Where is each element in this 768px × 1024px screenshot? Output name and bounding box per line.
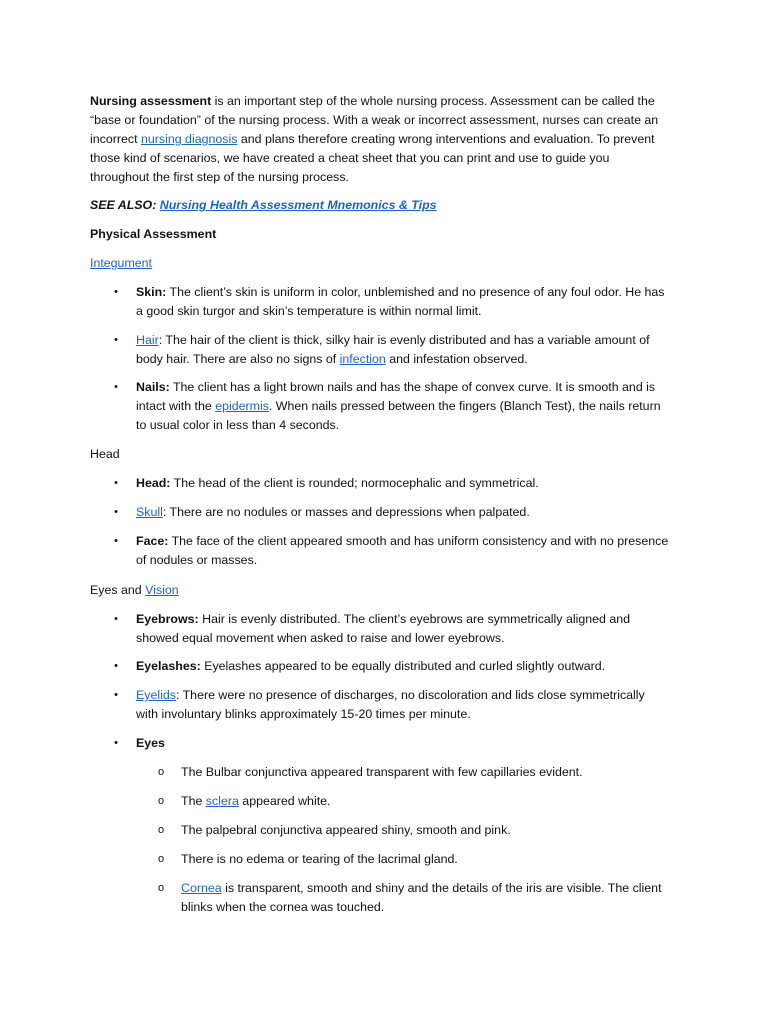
face-line-2: of nodules or masses. (136, 553, 258, 567)
bullet-marker: • (114, 613, 118, 625)
infection-link[interactable]: infection (339, 352, 386, 366)
bullet-marker: • (114, 737, 118, 749)
skin-term: Skin: (136, 285, 167, 299)
sub-bullet-marker: o (157, 853, 165, 865)
nails-term: Nails: (136, 380, 170, 394)
head-term: Head: (136, 476, 171, 490)
eyes-vision-heading-pre: Eyes and (90, 583, 146, 597)
eyebrows-line-1: Hair is evenly distributed. The client’s eyebrows are symmetrically aligned and (198, 612, 631, 626)
hair-link[interactable]: Hair (136, 333, 159, 347)
intro-text-1: is an important step of the whole nursing process. Assessment can be called the (211, 94, 655, 108)
sub-bullet-marker: o (157, 766, 165, 778)
face-term: Face: (136, 534, 169, 548)
sclera-item (181, 792, 701, 811)
sclera-post: appeared white. (238, 794, 331, 808)
intro-line-4: those kind of scenarios, we have created a cheat sheet that you can print and use to guide you (90, 151, 610, 165)
eyebrows-line-2: showed equal movement when asked to raise and lower eyebrows. (136, 631, 505, 645)
skin-line-2: a good skin turgor and skin’s temperature is within normal limit. (136, 304, 482, 318)
nails-line-1: The client has a light brown nails and has the shape of convex curve. It is smooth and is (169, 380, 656, 394)
hair-item (136, 331, 696, 369)
bullet-marker: • (114, 689, 118, 701)
eyelashes-text: Eyelashes appeared to be equally distributed and curled slightly outward. (200, 659, 606, 673)
head-item (136, 474, 696, 493)
mnemonics-tips-link[interactable]: Nursing Health Assessment Mnemonics & Tips (159, 198, 437, 212)
intro-line-3-post: and plans therefore creating wrong interventions and evaluation. To prevent (237, 132, 655, 146)
eyebrows-term: Eyebrows: (136, 612, 199, 626)
skin-item (136, 283, 696, 321)
nails-item (136, 378, 696, 435)
skin-line-1: The client’s skin is uniform in color, unblemished and no presence of any foul odor. He has (166, 285, 665, 299)
eyes-item: Eyes (136, 736, 165, 750)
bullet-marker: • (114, 535, 118, 547)
nails-line-2-post: . When nails pressed between the fingers (Blanch Test), the nails return (268, 399, 661, 413)
hair-line-2-pre: body hair. There are also no signs of (136, 352, 340, 366)
bullet-marker: • (114, 660, 118, 672)
bullet-marker: • (114, 334, 118, 346)
physical-assessment-heading: Physical Assessment (90, 227, 217, 241)
face-line-1: The face of the client appeared smooth and has uniform consistency and with no presence (168, 534, 669, 548)
integument-link[interactable]: Integument (90, 256, 152, 270)
sclera-pre: The (181, 794, 206, 808)
nursing-diagnosis-link[interactable]: nursing diagnosis (140, 132, 238, 146)
integument-heading (90, 254, 690, 273)
nails-line-2-pre: intact with the (136, 399, 216, 413)
head-heading: Head (90, 447, 120, 461)
see-also-line (90, 196, 690, 215)
intro-line-5: throughout the first step of the nursing process. (90, 170, 349, 184)
bulbar-item: The Bulbar conjunctiva appeared transparent with few capillaries evident. (181, 765, 583, 779)
head-text: The head of the client is rounded; normocephalic and symmetrical. (170, 476, 539, 490)
eyelids-link[interactable]: Eyelids (136, 688, 176, 702)
intro-paragraph (90, 92, 690, 187)
cornea-line-1: is transparent, smooth and shiny and the details of the iris are visible. The client (221, 881, 662, 895)
see-also-label: SEE ALSO: (90, 198, 160, 212)
skull-link[interactable]: Skull (136, 505, 163, 519)
skull-item (136, 503, 696, 522)
eyelids-line-2: with involuntary blinks approximately 15-20 times per minute. (136, 707, 471, 721)
eyelashes-term: Eyelashes: (136, 659, 201, 673)
vision-link[interactable]: Vision (145, 583, 179, 597)
cornea-item (181, 879, 701, 917)
hair-line-1: : The hair of the client is thick, silky hair is evenly distributed and has a variable amount of (158, 333, 650, 347)
bullet-marker: • (114, 506, 118, 518)
intro-line-3-pre: incorrect (90, 132, 141, 146)
eyelashes-item (136, 657, 696, 676)
bullet-marker: • (114, 477, 118, 489)
intro-line-2: “base or foundation” of the nursing process. With a weak or incorrect assessment, nurses can create an (90, 113, 659, 127)
palpebral-item: The palpebral conjunctiva appeared shiny, smooth and pink. (181, 823, 511, 837)
bullet-marker: • (114, 286, 118, 298)
eyelids-line-1: : There were no presence of discharges, no discoloration and lids close symmetrically (175, 688, 645, 702)
sub-bullet-marker: o (157, 824, 165, 836)
sub-bullet-marker: o (157, 882, 165, 894)
epidermis-link[interactable]: epidermis (215, 399, 269, 413)
sub-bullet-marker: o (157, 795, 165, 807)
cornea-link[interactable]: Cornea (181, 881, 222, 895)
sclera-link[interactable]: sclera (205, 794, 239, 808)
lacrimal-item: There is no edema or tearing of the lacrimal gland. (181, 852, 458, 866)
eyelids-item (136, 686, 696, 724)
hair-line-2-post: and infestation observed. (385, 352, 528, 366)
nails-line-3: to usual color in less than 4 seconds. (136, 418, 340, 432)
face-item (136, 532, 696, 570)
eyes-vision-heading (90, 581, 690, 600)
skull-text: : There are no nodules or masses and depressions when palpated. (162, 505, 530, 519)
cornea-line-2: blinks when the cornea was touched. (181, 900, 385, 914)
bullet-marker: • (114, 381, 118, 393)
eyebrows-item (136, 610, 696, 648)
intro-bold-lead: Nursing assessment (90, 94, 212, 108)
